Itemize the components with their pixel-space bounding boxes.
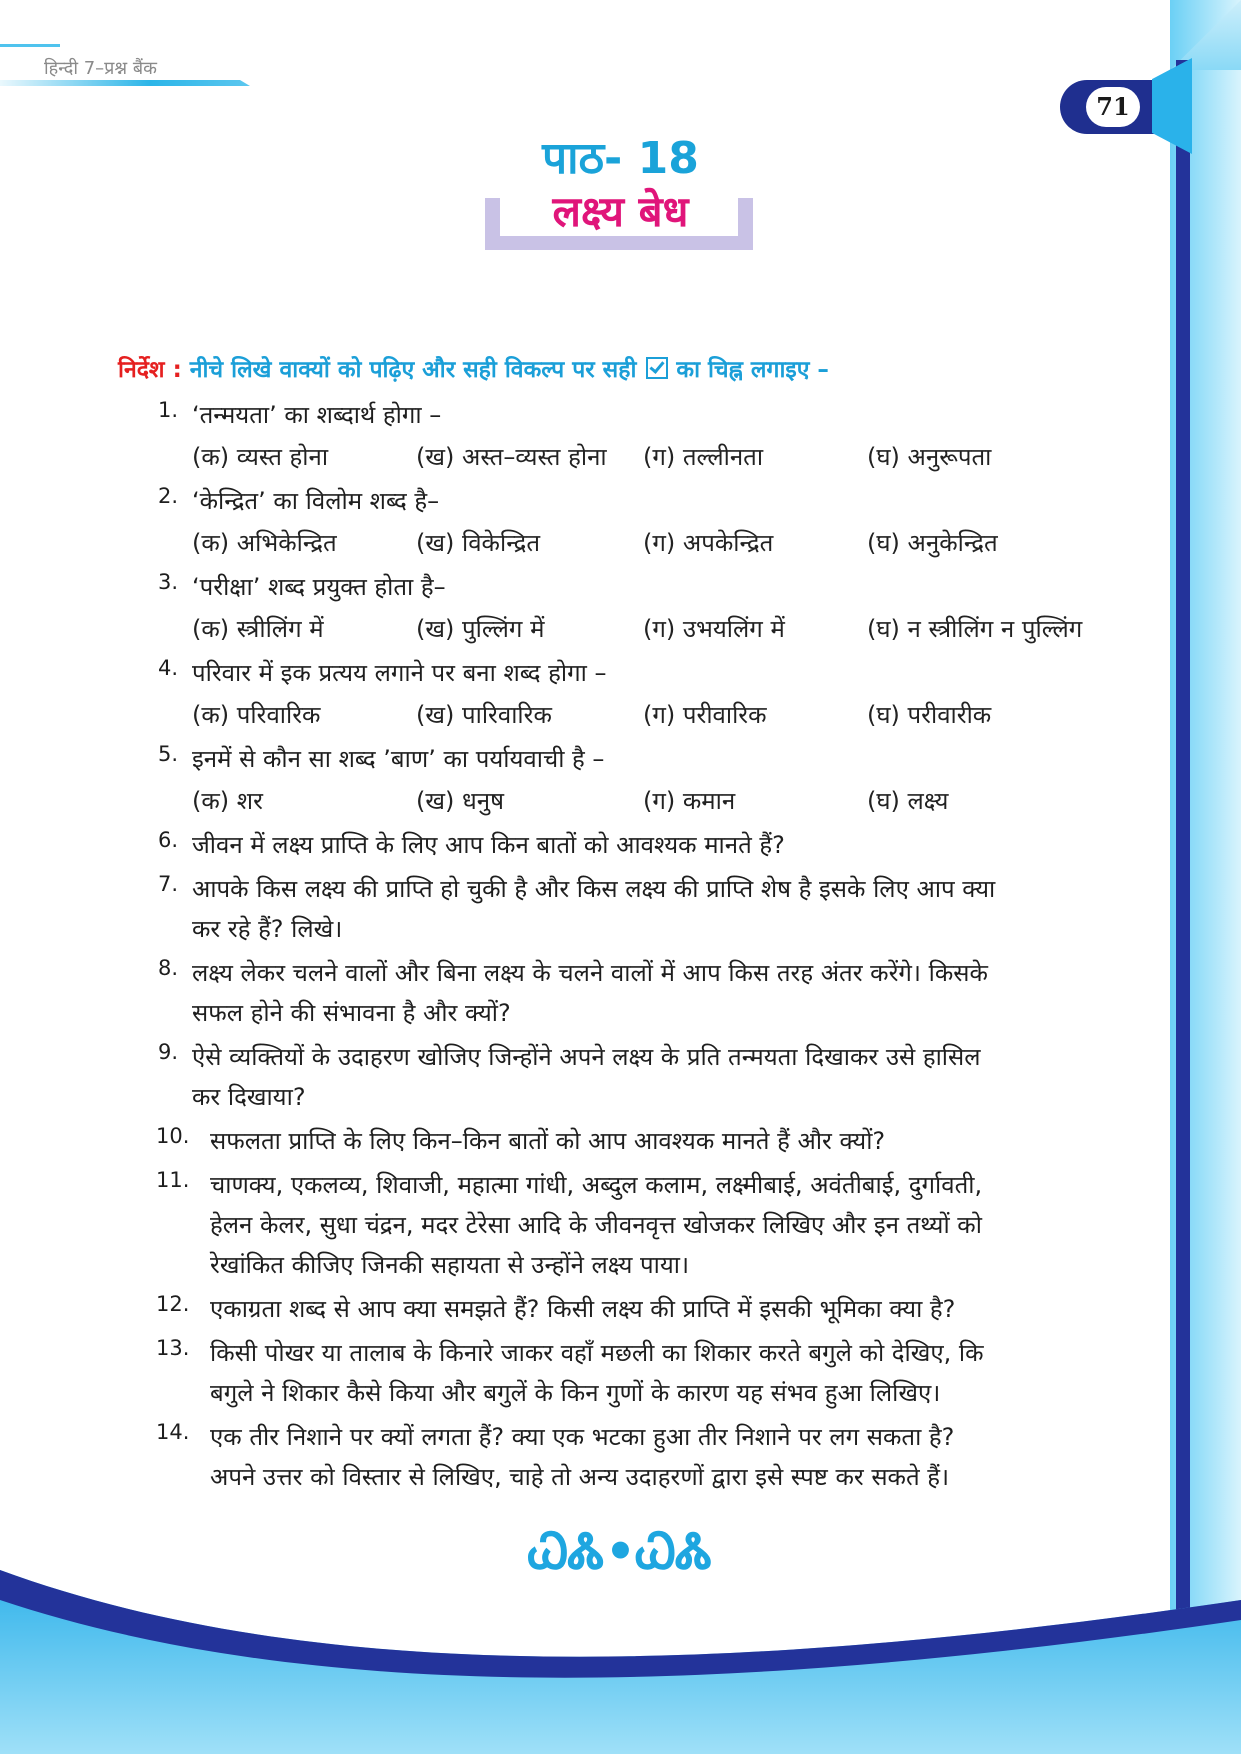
question-text: परिवार में इक प्रत्यय लगाने पर बना शब्द होगा –: [192, 659, 607, 687]
option: (घ) अनुरूपता: [867, 443, 992, 471]
question-number: 2.: [158, 484, 179, 508]
instruction-label: निर्देश :: [118, 357, 182, 383]
question-line: सफलता प्राप्ति के लिए किन–किन बातों को आप आवश्यक मानते हैं और क्यों?: [210, 1127, 886, 1155]
question-text: ‘तन्मयता’ का शब्दार्थ होगा –: [192, 401, 442, 429]
question-text: ‘केन्द्रित’ का विलोम शब्द है–: [192, 487, 440, 515]
header-accent-line: [0, 44, 60, 47]
option: (ख) पारिवारिक: [416, 701, 552, 729]
option: (ख) पुल्लिंग में: [416, 615, 545, 643]
question-line: जीवन में लक्ष्य प्राप्ति के लिए आप किन बातों को आवश्यक मानते हैं?: [192, 831, 785, 859]
lesson-number: पाठ- 18: [542, 133, 699, 184]
option: (ख) धनुष: [416, 787, 504, 815]
option: (घ) परीवारीक: [867, 701, 992, 729]
option: (क) शर: [192, 787, 263, 815]
question-line: आपके किस लक्ष्य की प्राप्ति हो चुकी है और किस लक्ष्य की प्राप्ति शेष है इसके लिए आप क्या: [192, 875, 996, 903]
lesson-title: लक्ष्य बेध: [552, 187, 689, 236]
question-number: 10.: [156, 1124, 190, 1148]
option: (ख) अस्त–व्यस्त होना: [416, 443, 607, 471]
question-number: 9.: [158, 1040, 179, 1064]
question-number: 5.: [158, 742, 179, 766]
option: (ग) कमान: [643, 787, 736, 815]
option: (क) परिवारिक: [192, 701, 321, 729]
question-line: एकाग्रता शब्द से आप क्या समझते हैं? किसी लक्ष्य की प्राप्ति में इसकी भूमिका क्या है?: [210, 1295, 956, 1323]
instruction: [118, 352, 829, 384]
option: (घ) लक्ष्य: [867, 787, 949, 815]
header-underline: [0, 80, 250, 86]
option: (क) अभिकेन्द्रित: [192, 529, 337, 557]
option: (ग) उभयलिंग में: [643, 615, 785, 643]
question-number: 7.: [158, 872, 179, 896]
question-number: 3.: [158, 570, 179, 594]
question-text: इनमें से कौन सा शब्द ’बाण’ का पर्यायवाची है –: [192, 745, 605, 773]
question-number: 12.: [156, 1292, 190, 1316]
question-number: 8.: [158, 956, 179, 980]
option: (क) व्यस्त होना: [192, 443, 329, 471]
question-line: एक तीर निशाने पर क्यों लगता हैं? क्या एक भटका हुआ तीर निशाने पर लग सकता है?: [210, 1423, 955, 1451]
question-number: 4.: [158, 656, 179, 680]
page-number: 71: [1086, 87, 1140, 127]
instruction-text-after: का चिह्न लगाइए –: [676, 357, 829, 383]
question-text: ‘परीक्षा’ शब्द प्रयुक्त होता है–: [192, 573, 446, 601]
question-line: ऐसे व्यक्तियों के उदाहरण खोजिए जिन्होंने अपने लक्ष्य के प्रति तन्मयता दिखाकर उसे हासिल: [192, 1043, 981, 1071]
question-number: 6.: [158, 828, 179, 852]
question-line: रेखांकित कीजिए जिनकी सहायता से उन्होंने लक्ष्य पाया।: [210, 1251, 690, 1279]
question-line: कर दिखाया?: [192, 1083, 306, 1111]
question-line: बगुले ने शिकार कैसे किया और बगुलें के किन गुणों के कारण यह संभव हुआ लिखिए।: [210, 1379, 941, 1407]
option: (क) स्त्रीलिंग में: [192, 615, 324, 643]
option: (ख) विकेन्द्रित: [416, 529, 541, 557]
footer-ornament: ᏇᏜ•ᏇᏜ: [528, 1524, 713, 1580]
option: (घ) न स्त्रीलिंग न पुल्लिंग: [867, 615, 1083, 643]
question-line: कर रहे हैं? लिखे।: [192, 915, 343, 943]
question-line: चाणक्य, एकलव्य, शिवाजी, महात्मा गांधी, अब्दुल कलाम, लक्ष्मीबाई, अवंतीबाई, दुर्गावती,: [210, 1171, 983, 1199]
book-title: हिन्दी 7–प्रश्न बैंक: [44, 58, 157, 79]
question-line: लक्ष्य लेकर चलने वालों और बिना लक्ष्य के चलने वालों में आप किस तरह अंतर करेंगे। किसके: [192, 959, 988, 987]
option: (ग) परीवारिक: [643, 701, 767, 729]
question-line: किसी पोखर या तालाब के किनारे जाकर वहाँ मछली का शिकार करते बगुले को देखिए, कि: [210, 1339, 984, 1367]
option: (ग) अपकेन्द्रित: [643, 529, 774, 557]
question-number: 1.: [158, 398, 179, 422]
question-line: हेलन केलर, सुधा चंद्रन, मदर टेरेसा आदि के जीवनवृत्त खोजकर लिखिए और इन तथ्यों को: [210, 1211, 982, 1239]
question-number: 13.: [156, 1336, 190, 1360]
footer-wave: [0, 1560, 1241, 1754]
option: (घ) अनुकेन्द्रित: [867, 529, 998, 557]
checkbox-tick-icon: [646, 357, 668, 379]
option: (ग) तल्लीनता: [643, 443, 764, 471]
question-number: 11.: [156, 1168, 190, 1192]
right-border-stripe: [1176, 60, 1190, 1620]
instruction-text: नीचे लिखे वाक्यों को पढ़िए और सही विकल्प पर सही: [189, 357, 637, 383]
question-number: 14.: [156, 1420, 190, 1444]
question-line: सफल होने की संभावना है और क्यों?: [192, 999, 511, 1027]
question-line: अपने उत्तर को विस्तार से लिखिए, चाहे तो अन्य उदाहरणों द्वारा इसे स्पष्ट कर सकते हैं।: [210, 1463, 950, 1491]
